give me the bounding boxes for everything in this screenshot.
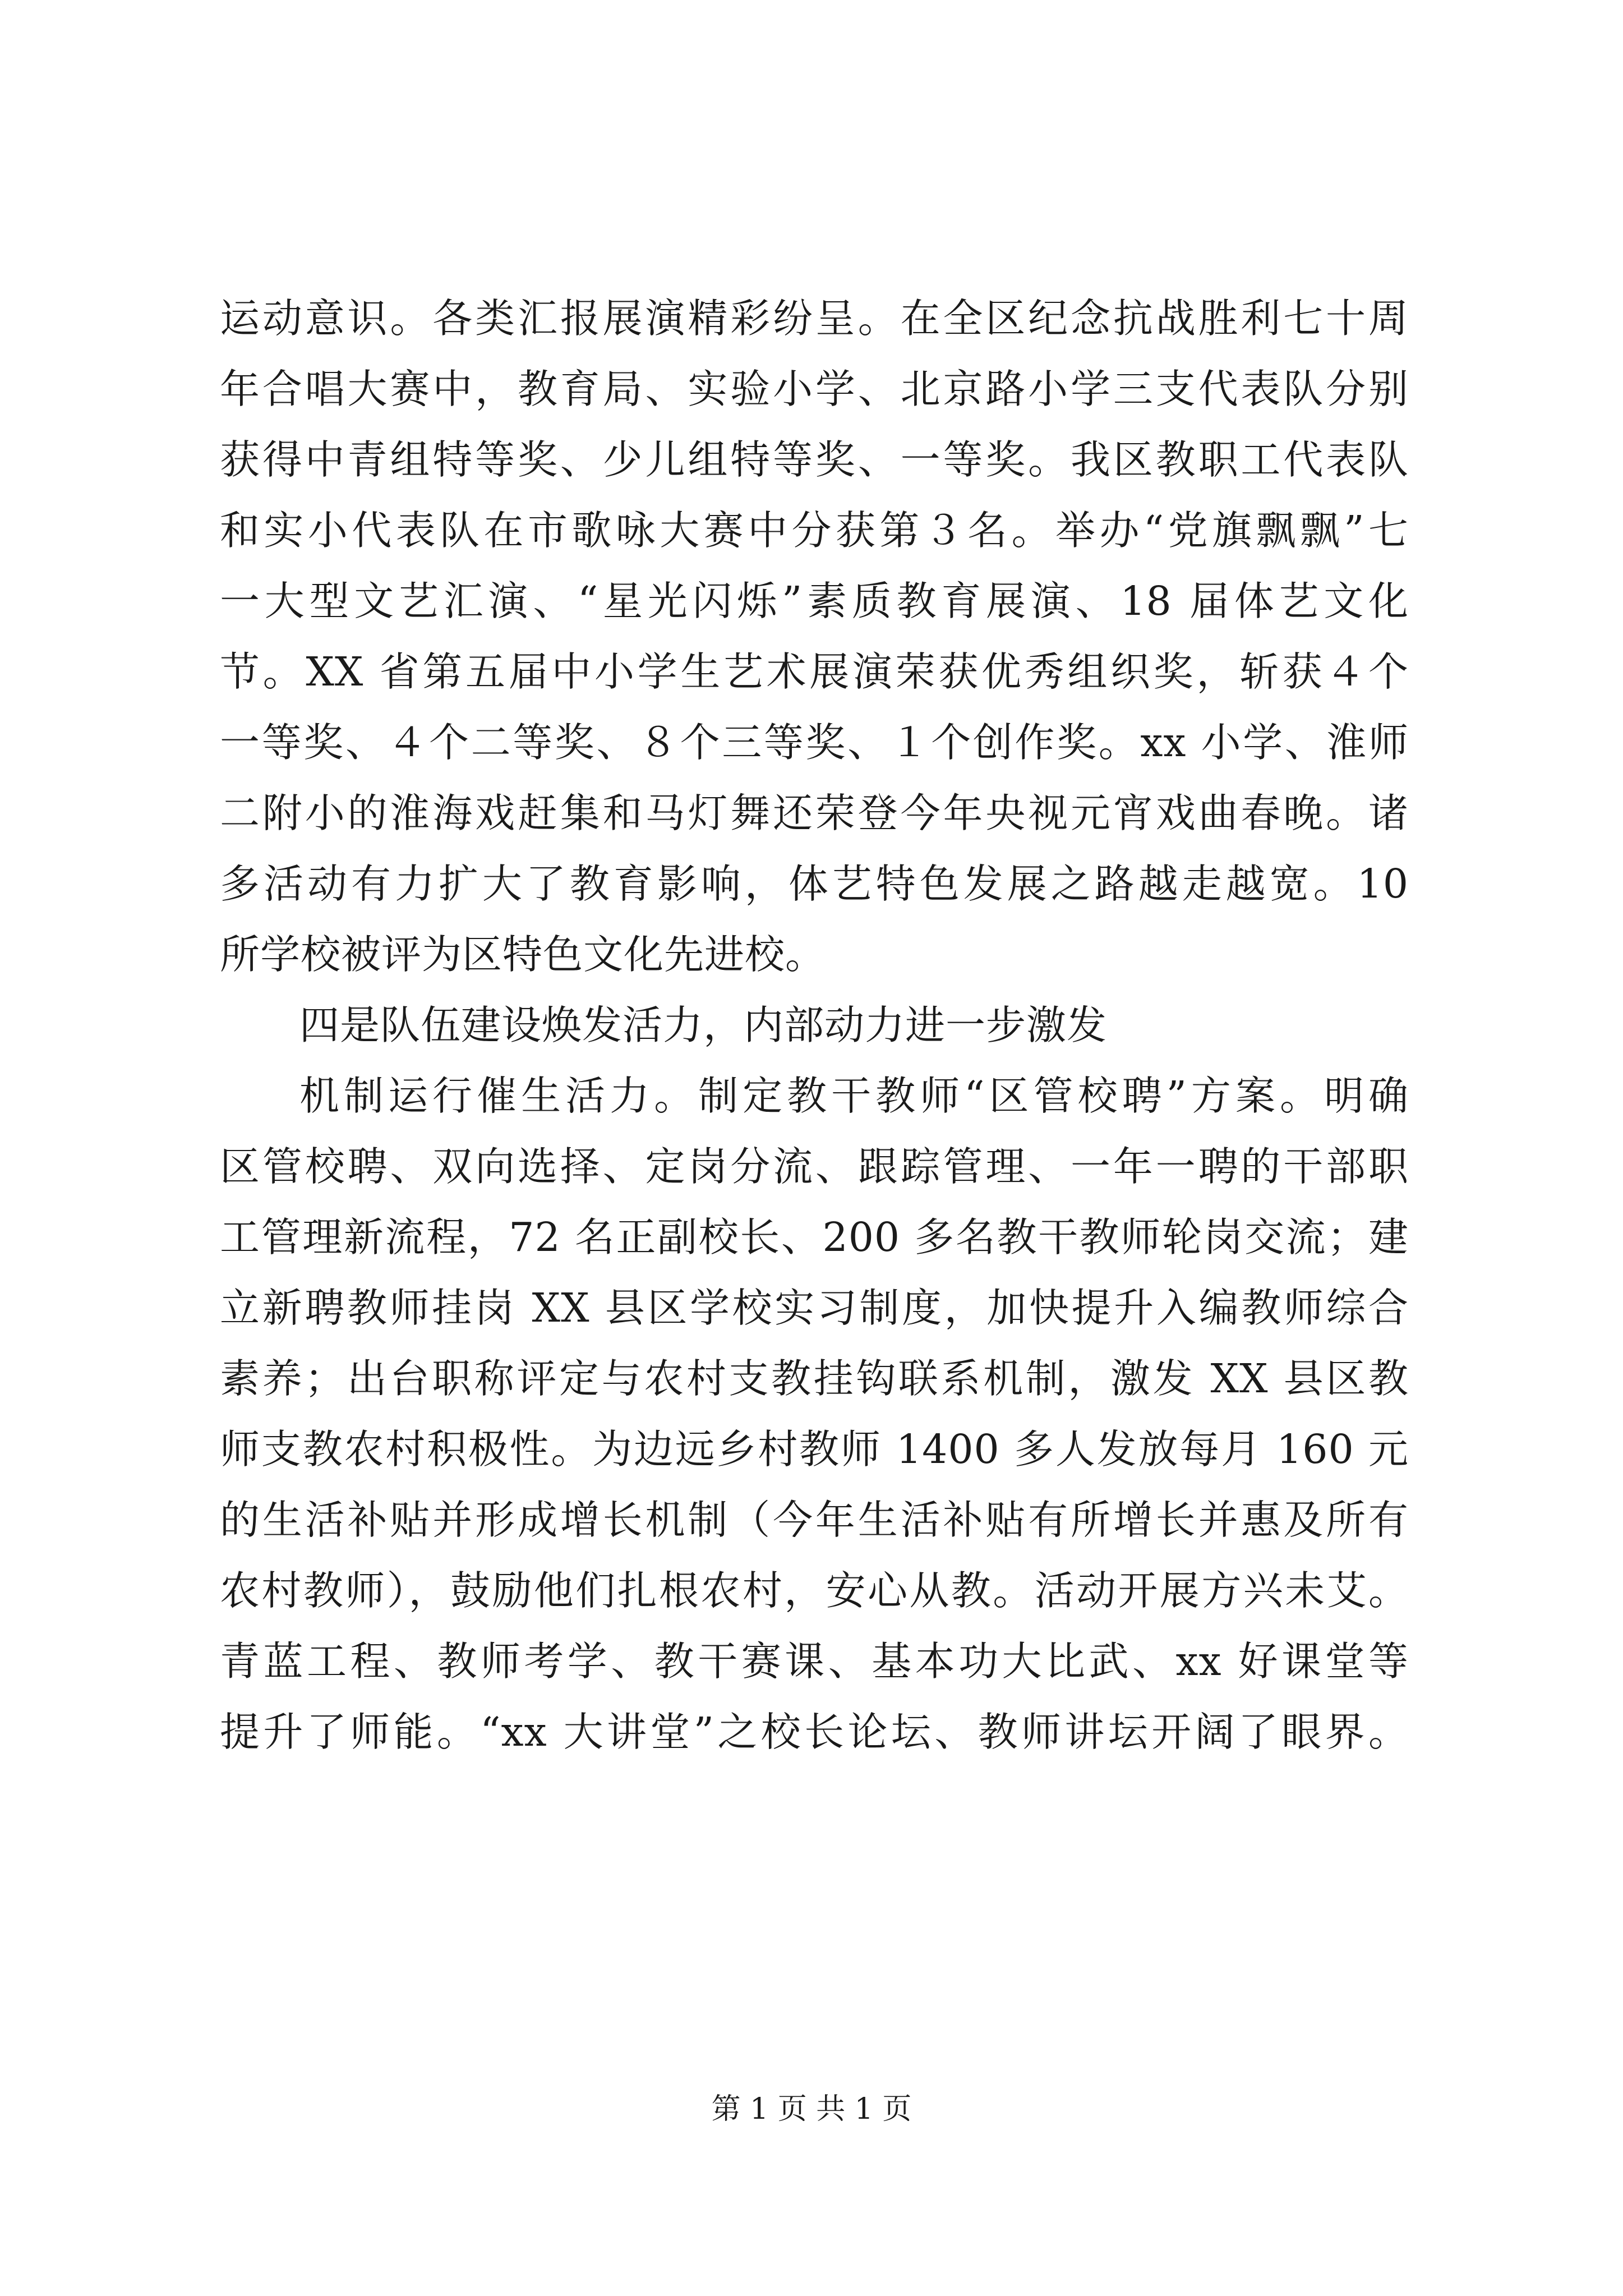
text-line: 工管理新流程，72 名正副校长、200 多名教干教师轮岗交流；建: [220, 1214, 1409, 1260]
text-line: 区管校聘、双向选择、定岗分流、跟踪管理、一年一聘的干部职: [220, 1143, 1409, 1190]
text-line: 师支教农村积极性。为边远乡村教师 1400 多人发放每月 160 元: [220, 1426, 1409, 1473]
text-line: 运动意识。各类汇报展演精彩纷呈。在全区纪念抗战胜利七十周: [220, 295, 1409, 342]
text-line-paragraph-end: 所学校被评为区特色文化先进校。: [220, 931, 826, 978]
section-heading: 四是队伍建设焕发活力，内部动力进一步激发: [299, 1002, 1108, 1048]
text-line: 获得中青组特等奖、少儿组特等奖、一等奖。我区教职工代表队: [220, 436, 1409, 483]
text-line: 立新聘教师挂岗 XX 县区学校实习制度，加快提升入编教师综合: [220, 1285, 1409, 1331]
text-line: 和实小代表队在市歌咏大赛中分获第３名。举办“党旗飘飘”七: [220, 507, 1409, 554]
text-line: 农村教师），鼓励他们扎根农村，安心从教。活动开展方兴未艾。: [220, 1567, 1409, 1614]
text-line-paragraph-start: 机制运行催生活力。制定教干教师“区管校聘”方案。明确: [299, 1073, 1409, 1119]
text-line: 二附小的淮海戏赶集和马灯舞还荣登今年央视元宵戏曲春晚。诸: [220, 790, 1409, 836]
text-line: 一大型文艺汇演、“星光闪烁”素质教育展演、18 届体艺文化: [220, 578, 1409, 624]
text-line: 的生活补贴并形成增长机制（今年生活补贴有所增长并惠及所有: [220, 1497, 1409, 1543]
text-line: 青蓝工程、教师考学、教干赛课、基本功大比武、xx 好课堂等: [220, 1638, 1409, 1685]
text-line: 多活动有力扩大了教育影响，体艺特色发展之路越走越宽。10: [220, 861, 1409, 907]
text-line: 一等奖、４个二等奖、８个三等奖、１个创作奖。xx 小学、淮师: [220, 719, 1409, 766]
body-text: [220, 283, 1409, 1768]
page-footer: 第 1 页 共 1 页: [711, 2092, 912, 2126]
text-line: 提升了师能。“xx 大讲堂”之校长论坛、教师讲坛开阔了眼界。: [220, 1709, 1409, 1755]
text-line: 节。XX 省第五届中小学生艺术展演荣获优秀组织奖，斩获４个: [220, 648, 1409, 695]
text-line: 年合唱大赛中，教育局、实验小学、北京路小学三支代表队分别: [220, 366, 1409, 412]
text-line: 素养；出台职称评定与农村支教挂钩联系机制，激发 XX 县区教: [220, 1355, 1409, 1402]
